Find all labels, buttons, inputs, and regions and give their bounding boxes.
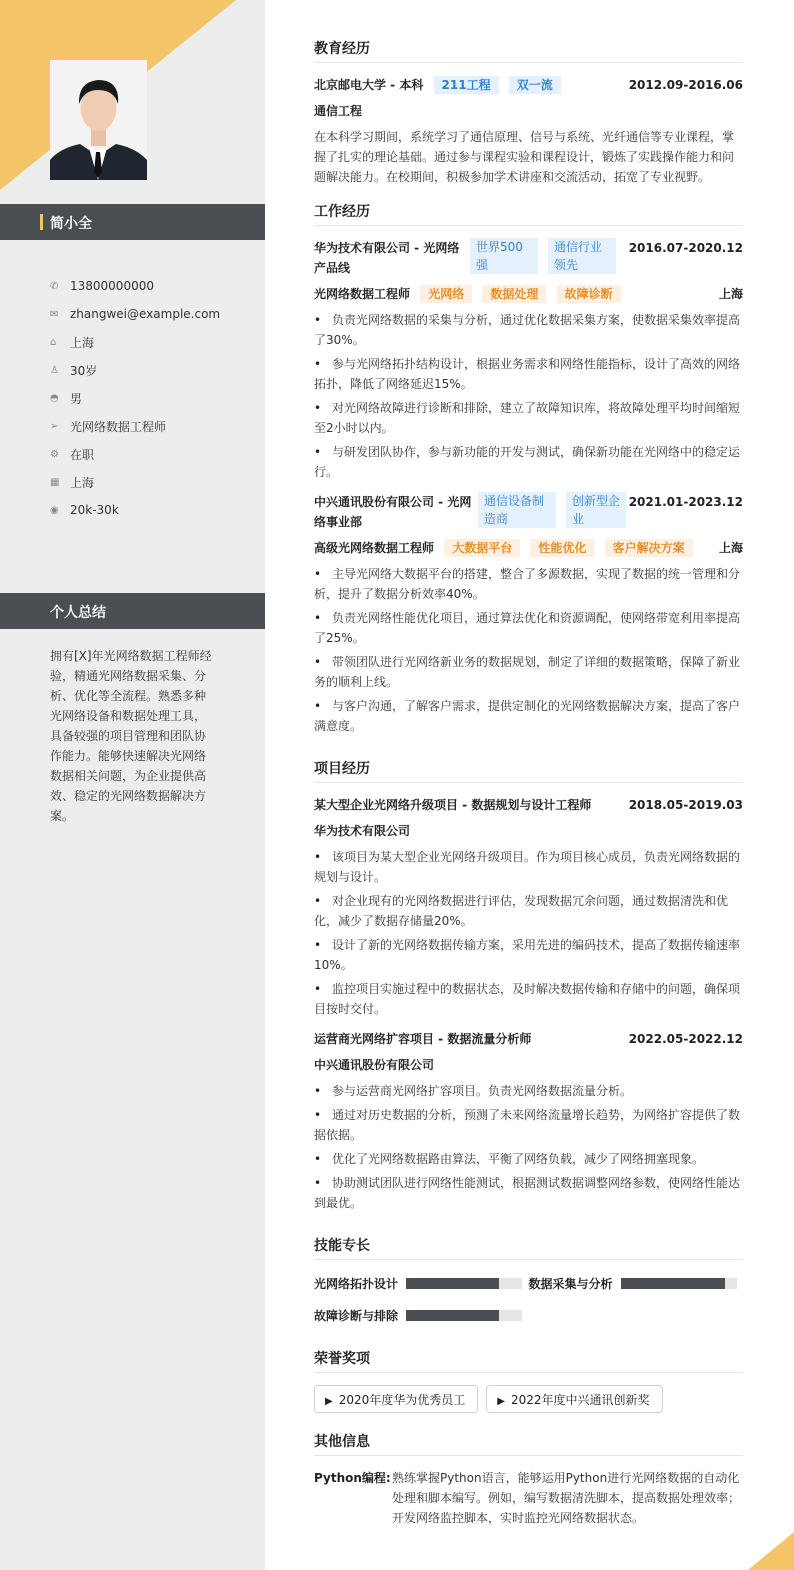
info-home: ⌂ 上海 [50,335,95,350]
project-entry [314,1029,743,1213]
list-item: • 负责光网络性能优化项目，通过算法优化和资源调配，使网络带宽利用率提高了25%。 [314,608,743,648]
summary-header [0,593,265,629]
project-entry [314,795,743,1019]
candidate-name: 简小全 [50,216,92,232]
list-item: • 通过对历史数据的分析，预测了未来网络流量增长趋势，为网络扩容提供了数据依据。 [314,1105,743,1145]
list-item: • 协助测试团队进行网络性能测试，根据测试数据调整网络参数，使网络性能达到最优。 [314,1173,743,1213]
skill-tag: 客户解决方案 [605,539,693,557]
job-date: 2016.07-2020.12 [628,241,743,255]
phone-icon: ✆ [50,280,59,292]
list-item: • 主导光网络大数据平台的搭建，整合了多源数据，实现了数据的统一管理和分析，提升了数据分析效率40%。 [314,564,743,604]
age-icon: ♙ [50,364,59,376]
avatar [50,60,147,180]
skill-tag: 数据处理 [482,285,546,303]
company-tag: 通信行业领先 [548,238,616,274]
main-content [314,38,743,1528]
summary-title: 个人总结 [50,605,106,621]
skill-item: 光网络拓扑设计 [314,1272,529,1294]
skill-bar [406,1278,522,1289]
info-age: ♙ 30岁 [50,363,98,378]
name-bar [0,204,265,240]
project-date: 2022.05-2022.12 [628,1032,743,1046]
info-job: ➢ 光网络数据工程师 [50,419,167,434]
project-company: 中兴通讯股份有限公司 [314,1058,435,1072]
contact-info-list [50,272,250,524]
home-icon: ⌂ [50,336,57,348]
other-key: Python编程: [314,1471,391,1485]
company-tag: 世界500强 [470,238,538,274]
project-name: 运营商光网络扩容项目 - 数据流量分析师 [314,1032,532,1046]
other-value: 熟练掌握Python语言，能够运用Python进行光网络数据的自动化处理和脚本编写。例如，编写数据清洗脚本，提高数据处理效率；开发网络监控脚本，实时监控光网络数据状态。 [392,1471,741,1525]
corner-decoration [748,1532,794,1570]
name-accent [40,214,43,230]
section-title-projects: 项目经历 [314,758,743,783]
list-item: • 与客户沟通，了解客户需求，提供定制化的光网络数据解决方案，提高了客户满意度。 [314,696,743,736]
major: 通信工程 [314,104,363,118]
list-item: • 对企业现有的光网络数据进行评估，发现数据冗余问题，通过数据清洗和优化，减少了数据存储量20%。 [314,891,743,931]
play-icon: ▶ [325,1396,333,1407]
project-bullets [314,847,743,1019]
status-icon: ⚙ [50,448,59,460]
info-gender: ◓ 男 [50,391,83,406]
info-salary: ◉ 20k-30k [50,503,119,517]
list-item: • 该项目为某大型企业光网络升级项目。作为项目核心成员，负责光网络数据的规划与设计。 [314,847,743,887]
skill-tag: 大数据平台 [444,539,520,557]
work-entry [314,492,743,736]
project-company: 华为技术有限公司 [314,824,411,838]
job-position: 高级光网络数据工程师 大数据平台 性能优化 客户解决方案 [314,538,693,558]
list-item: • 负责光网络数据的采集与分析，通过优化数据采集方案，使数据采集效率提高了30%。 [314,310,743,350]
list-item: • 参与光网络拓扑结构设计，根据业务需求和网络性能指标，设计了高效的网络拓扑，降低了网络延迟15%。 [314,354,743,394]
company-tag: 通信设备制造商 [478,492,556,528]
info-status: ⚙ 在职 [50,447,95,462]
list-item: • 监控项目实施过程中的数据状态，及时解决数据传输和存储中的问题，确保项目按时交付。 [314,979,743,1019]
list-item: • 设计了新的光网络数据传输方案，采用先进的编码技术，提高了数据传输速率10%。 [314,935,743,975]
school-name: 北京邮电大学 - 本科 211工程 双一流 [314,75,561,95]
job-bullets [314,564,743,736]
section-title-skills: 技能专长 [314,1235,743,1260]
list-item: • 带领团队进行光网络新业务的数据规划，制定了详细的数据策略，保障了新业务的顺利上线。 [314,652,743,692]
job-icon: ➢ [50,420,59,432]
skill-tag: 光网络 [420,285,472,303]
project-bullets [314,1081,743,1213]
info-phone: ✆ 13800000000 [50,279,154,293]
job-bullets [314,310,743,482]
job-position: 光网络数据工程师 光网络 数据处理 故障诊断 [314,284,621,304]
education-date: 2012.09-2016.06 [628,78,743,92]
section-title-education: 教育经历 [314,38,743,63]
skill-item: 数据采集与分析 [529,1272,744,1294]
award-item: ▶ 2020年度华为优秀员工 [314,1385,478,1413]
job-city: 上海 [718,287,743,301]
work-entry [314,238,743,482]
email-icon: ✉ [50,308,59,320]
school-tag: 双一流 [509,76,561,94]
awards-list [314,1385,743,1413]
job-date: 2021.01-2023.12 [628,495,743,509]
play-icon: ▶ [497,1396,505,1407]
salary-icon: ◉ [50,504,59,516]
gender-icon: ◓ [50,392,59,404]
skill-bar [406,1310,522,1321]
info-email: ✉ zhangwei@example.com [50,307,221,321]
list-item: • 优化了光网络数据路由算法，平衡了网络负载，减少了网络拥塞现象。 [314,1149,743,1169]
skill-bar-fill [406,1310,499,1321]
skill-bar [621,1278,737,1289]
info-city: ▦ 上海 [50,475,95,490]
award-item: ▶ 2022年度中兴通讯创新奖 [486,1385,662,1413]
skill-bar-fill [406,1278,499,1289]
sidebar [0,0,265,1570]
section-title-work: 工作经历 [314,201,743,226]
list-item: • 对光网络故障进行诊断和排除，建立了故障知识库，将故障处理平均时间缩短至2小时以内。 [314,398,743,438]
project-date: 2018.05-2019.03 [628,798,743,812]
company-tag: 创新型企业 [566,492,626,528]
skills-list [314,1272,743,1326]
list-item: • 参与运营商光网络扩容项目。负责光网络数据流量分析。 [314,1081,743,1101]
project-name: 某大型企业光网络升级项目 - 数据规划与设计工程师 [314,798,592,812]
education-header [314,75,743,95]
skill-tag: 故障诊断 [557,285,621,303]
section-title-other: 其他信息 [314,1431,743,1456]
list-item: • 与研发团队协作，参与新功能的开发与测试，确保新功能在光网络中的稳定运行。 [314,442,743,482]
skill-bar-fill [621,1278,725,1289]
other-info [314,1468,743,1528]
skill-tag: 性能优化 [530,539,594,557]
skill-item: 故障诊断与排除 [314,1304,529,1326]
job-city: 上海 [718,541,743,555]
school-tag: 211工程 [434,76,499,94]
city-icon: ▦ [50,476,60,488]
education-desc: 在本科学习期间，系统学习了通信原理、信号与系统、光纤通信等专业课程，掌握了扎实的理论基础。通过参与课程实验和课程设计，锻炼了实践操作能力和问题解决能力。在校期间，积极参加学术讲座和交流活动，拓宽了专业视野。 [314,130,735,184]
company-name: 中兴通讯股份有限公司 - 光网络事业部 [314,495,472,529]
summary-text: 拥有[X]年光网络数据工程师经验，精通光网络数据采集、分析、优化等全流程。熟悉多种光网络设备和数据处理工具，具备较强的项目管理和团队协作能力。能够快速解决光网络数据相关问题，为企业提供高效、稳定的光网络数据解决方案。 [50,649,212,823]
company-name: 华为技术有限公司 - 光网络产品线 [314,241,460,275]
section-title-awards: 荣誉奖项 [314,1348,743,1373]
